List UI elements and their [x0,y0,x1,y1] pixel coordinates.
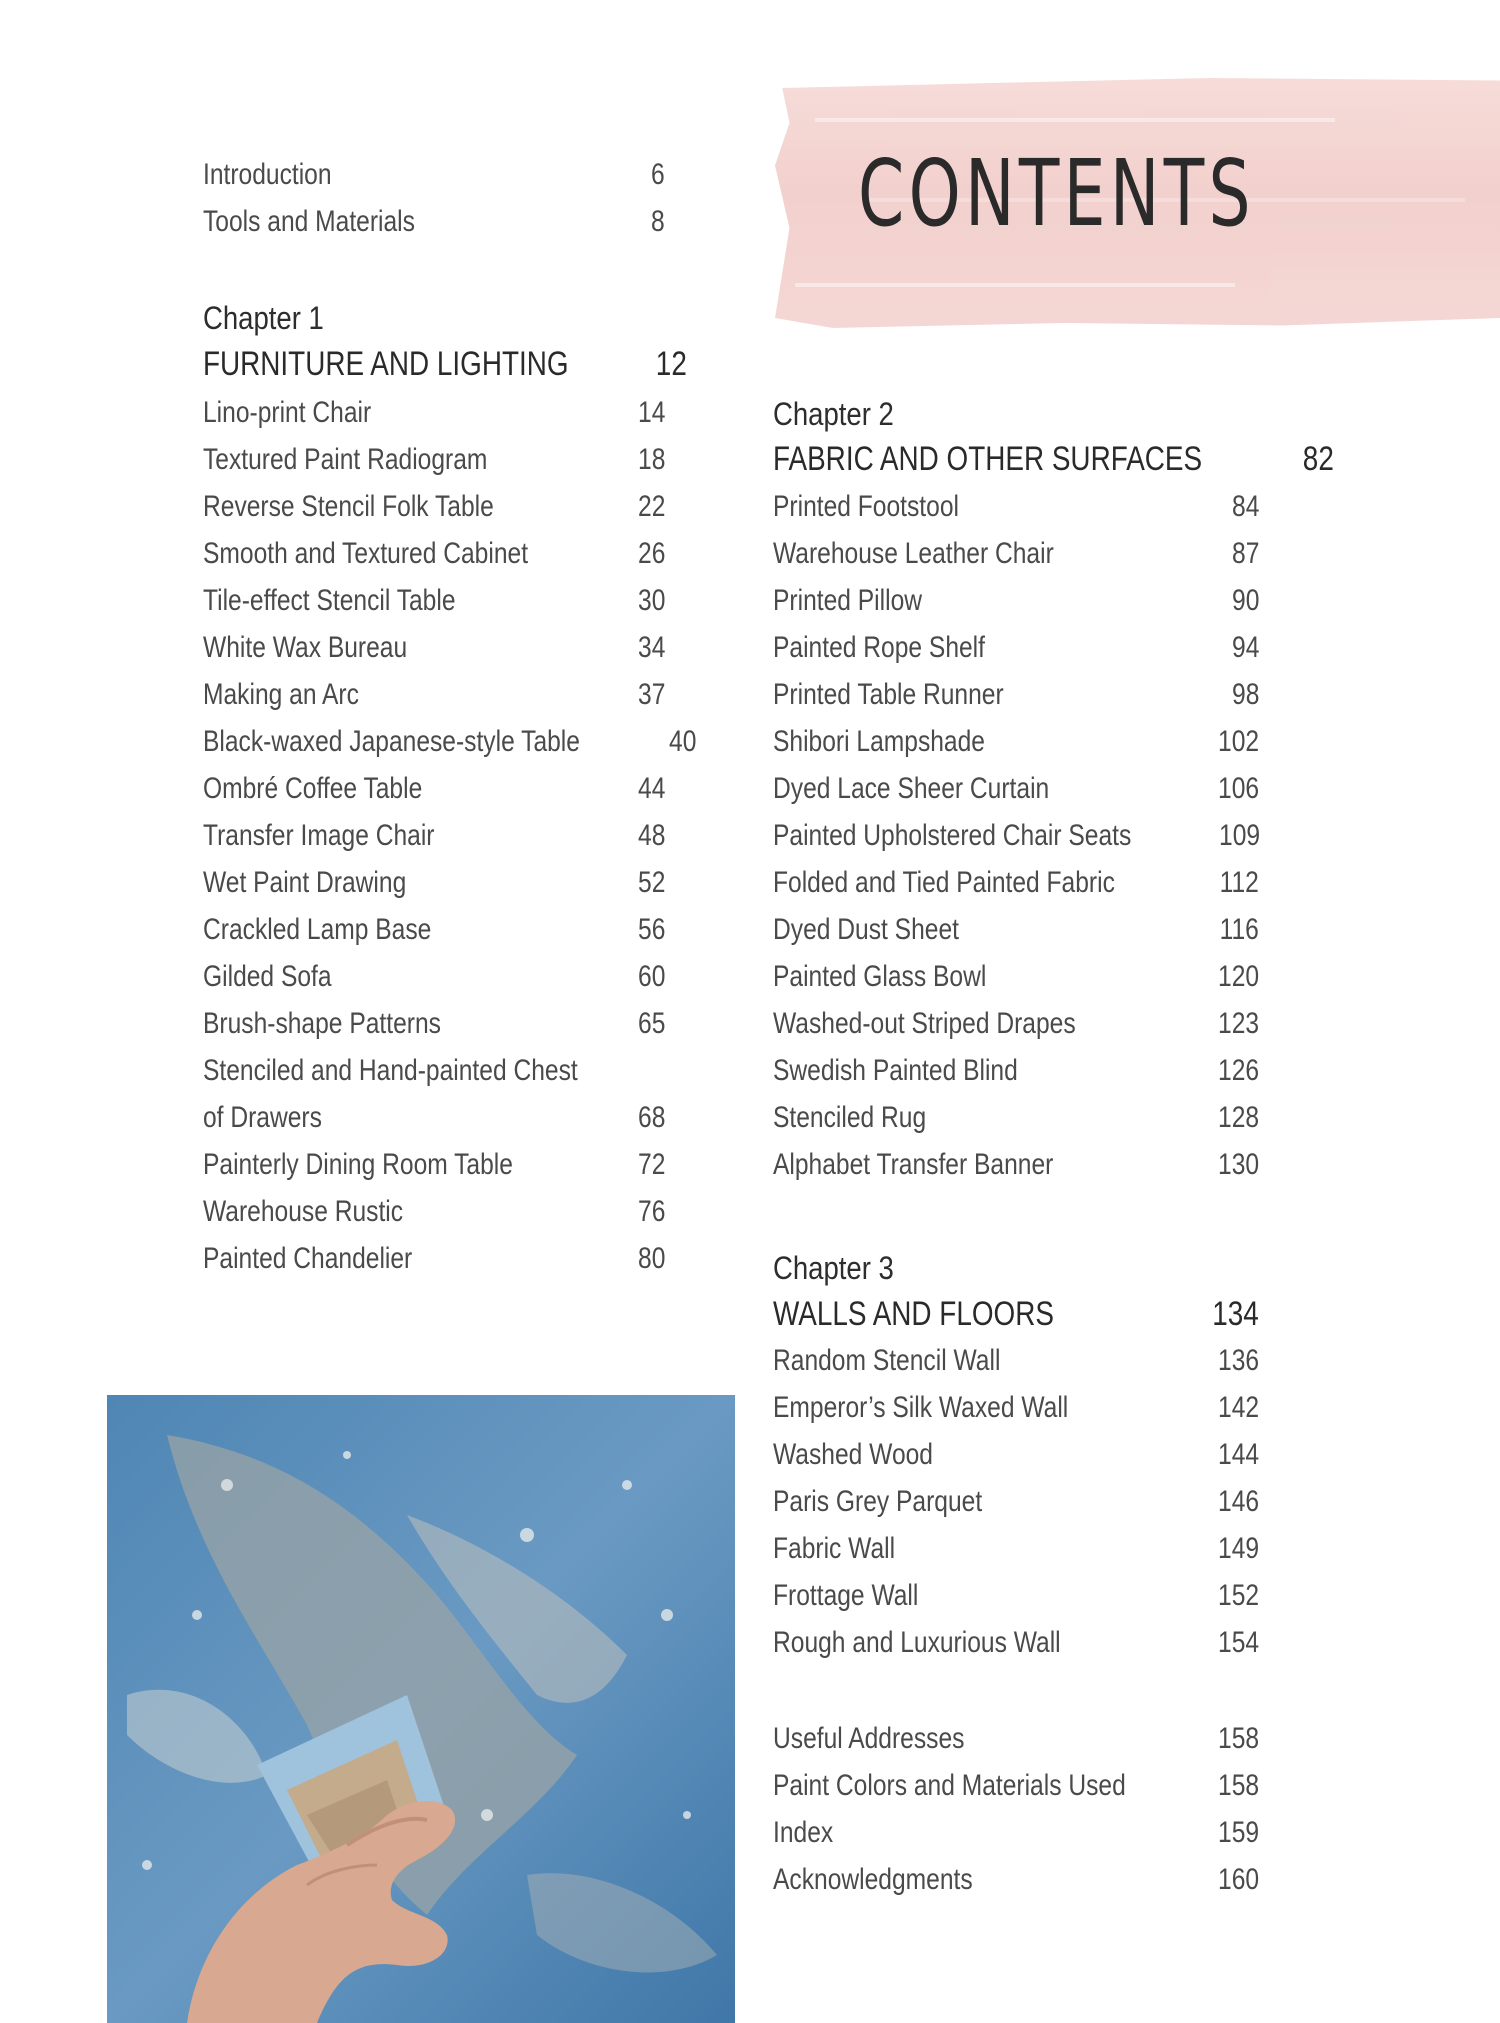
entry-title: Painted Chandelier [203,1242,413,1275]
entry-title: Reverse Stencil Folk Table [203,490,494,523]
entry-page: 34 [637,631,665,664]
entry-title: Useful Addresses [773,1722,965,1755]
entry-title: Acknowledgments [773,1863,973,1896]
toc-entry[interactable] [203,725,697,765]
toc-entry[interactable] [203,1195,665,1235]
toc-entry[interactable] [203,443,665,483]
entry-page: 18 [637,443,665,476]
toc-entry[interactable] [773,1054,1259,1094]
toc-entry[interactable] [773,490,1259,530]
entry-page: 109 [1218,819,1260,852]
toc-entry[interactable] [203,866,665,906]
chapter-2-heading[interactable] [773,440,1335,480]
toc-entry[interactable] [773,631,1259,671]
entry-page: 154 [1217,1626,1259,1659]
plaster-wall-photo [107,1395,735,2023]
toc-entry[interactable] [203,396,665,436]
entry-page: 158 [1217,1722,1259,1755]
entry-page: 84 [1231,490,1259,523]
entry-page: 106 [1217,772,1259,805]
chapter-1-heading[interactable] [203,345,687,385]
entry-title: Dyed Lace Sheer Curtain [773,772,1050,805]
entry-page: 76 [637,1195,665,1228]
chapter-page: 82 [1303,440,1335,478]
entry-title: Printed Footstool [773,490,959,523]
entry-title: Wet Paint Drawing [203,866,407,899]
entry-title: Ombré Coffee Table [203,772,423,805]
entry-page: 159 [1217,1816,1259,1849]
entry-page: 130 [1217,1148,1259,1181]
entry-page: 116 [1219,913,1259,946]
entry-title: Washed Wood [773,1438,933,1471]
entry-page: 56 [637,913,665,946]
entry-page: 87 [1231,537,1259,570]
toc-entry[interactable] [773,1769,1259,1809]
entry-page: 123 [1217,1007,1259,1040]
entry-page: 149 [1217,1532,1259,1565]
chapter-1-label: Chapter 1 [203,300,324,336]
page-title: CONTENTS [858,140,1255,247]
entry-title: Gilded Sofa [203,960,332,993]
entry-title: Frottage Wall [773,1579,919,1612]
toc-entry[interactable] [773,866,1259,906]
entry-title: Textured Paint Radiogram [203,443,488,476]
entry-title: Dyed Dust Sheet [773,913,959,946]
entry-title: Tile-effect Stencil Table [203,584,456,617]
toc-entry[interactable] [203,631,665,671]
toc-entry[interactable] [773,960,1259,1000]
toc-entry[interactable] [773,913,1259,953]
entry-page: 90 [1231,584,1259,617]
toc-entry[interactable] [203,913,665,953]
toc-entry[interactable] [203,1148,665,1188]
toc-entry[interactable] [203,205,665,245]
entry-page: 6 [651,158,665,191]
entry-title: Painted Rope Shelf [773,631,985,664]
entry-page: 160 [1217,1863,1259,1896]
toc-entry[interactable] [203,772,665,812]
entry-page: 144 [1217,1438,1259,1471]
chapter-title: FABRIC AND OTHER SURFACES [773,440,1203,478]
entry-title: Random Stencil Wall [773,1344,1001,1377]
entry-page: 146 [1217,1485,1259,1518]
entry-page: 26 [637,537,665,570]
entry-page: 98 [1231,678,1259,711]
entry-title: Printed Table Runner [773,678,1004,711]
toc-entry[interactable] [773,1816,1259,1856]
chapter-2-label: Chapter 2 [773,396,894,432]
entry-page: 44 [637,772,665,805]
entry-title: Painted Glass Bowl [773,960,987,993]
toc-entry[interactable] [203,1101,665,1141]
toc-entry[interactable] [773,537,1259,577]
entry-title: Introduction [203,158,332,191]
toc-entry[interactable] [773,819,1259,859]
toc-entry[interactable] [203,158,665,198]
entry-title: Painterly Dining Room Table [203,1148,513,1181]
entry-title: Paris Grey Parquet [773,1485,983,1518]
toc-entry[interactable] [203,678,665,718]
entry-title: Swedish Painted Blind [773,1054,1018,1087]
toc-entry[interactable] [203,960,665,1000]
toc-entry[interactable] [773,584,1259,624]
entry-page: 158 [1217,1769,1259,1802]
entry-page: 48 [637,819,665,852]
entry-title: Smooth and Textured Cabinet [203,537,529,570]
entry-page: 37 [637,678,665,711]
toc-entry[interactable] [773,1532,1259,1572]
toc-entry[interactable] [203,819,665,859]
entry-title: Paint Colors and Materials Used [773,1769,1126,1802]
entry-title: of Drawers [203,1101,322,1134]
entry-page: 52 [637,866,665,899]
chapter-3-label: Chapter 3 [773,1250,894,1286]
entry-page: 94 [1231,631,1259,664]
toc-entry[interactable] [773,772,1259,812]
entry-title: Emperor’s Silk Waxed Wall [773,1391,1069,1424]
entry-title: Stenciled and Hand-painted Chest [203,1054,578,1087]
toc-entry[interactable] [773,678,1259,718]
entry-page: 102 [1217,725,1259,758]
toc-entry[interactable] [203,1242,665,1282]
entry-title: Index [773,1816,834,1849]
entry-page: 40 [668,725,697,758]
entry-page: 22 [637,490,665,523]
entry-page: 142 [1217,1391,1259,1424]
entry-page: 152 [1217,1579,1259,1612]
entry-title: White Wax Bureau [203,631,408,664]
chapter-3-heading[interactable] [773,1295,1259,1335]
toc-entry[interactable] [773,725,1259,765]
toc-entry[interactable] [773,1391,1259,1431]
chapter-title: FURNITURE AND LIGHTING [203,345,569,383]
entry-title: Fabric Wall [773,1532,896,1565]
toc-entry[interactable] [203,490,665,530]
entry-page: 72 [637,1148,665,1181]
entry-title: Making an Arc [203,678,359,711]
toc-entry[interactable] [773,1438,1259,1478]
entry-title: Brush-shape Patterns [203,1007,441,1040]
toc-entry[interactable] [203,584,665,624]
entry-page: 68 [637,1101,665,1134]
toc-entry[interactable] [773,1626,1259,1666]
entry-page: 65 [637,1007,665,1040]
entry-title: Folded and Tied Painted Fabric [773,866,1115,899]
entry-page: 128 [1217,1101,1259,1134]
entry-page: 120 [1217,960,1259,993]
chapter-page: 12 [655,345,687,383]
entry-page: 112 [1219,866,1259,899]
entry-title: Stenciled Rug [773,1101,927,1134]
entry-page: 14 [637,396,665,429]
entry-title: Shibori Lampshade [773,725,985,758]
entry-title: Transfer Image Chair [203,819,435,852]
toc-entry[interactable] [773,1344,1259,1384]
toc-entry[interactable] [773,1148,1259,1188]
toc-entry[interactable] [773,1485,1259,1525]
entry-title: Black-waxed Japanese-style Table [203,725,580,758]
toc-entry[interactable] [773,1722,1259,1762]
entry-title: Warehouse Leather Chair [773,537,1054,570]
chapter-page: 134 [1212,1295,1259,1333]
toc-entry[interactable] [203,1007,665,1047]
entry-page: 60 [637,960,665,993]
toc-entry[interactable] [203,1054,665,1094]
entry-page: 80 [637,1242,665,1275]
entry-title: Crackled Lamp Base [203,913,432,946]
toc-entry[interactable] [203,537,665,577]
entry-title: Rough and Luxurious Wall [773,1626,1061,1659]
entry-title: Lino-print Chair [203,396,372,429]
entry-page: 30 [637,584,665,617]
entry-title: Alphabet Transfer Banner [773,1148,1054,1181]
entry-title: Washed-out Striped Drapes [773,1007,1076,1040]
toc-entry[interactable] [773,1579,1259,1619]
toc-entry[interactable] [773,1101,1259,1141]
entry-title: Painted Upholstered Chair Seats [773,819,1132,852]
toc-entry[interactable] [773,1007,1259,1047]
entry-page: 126 [1217,1054,1259,1087]
entry-title: Printed Pillow [773,584,923,617]
entry-title: Warehouse Rustic [203,1195,404,1228]
chapter-title: WALLS AND FLOORS [773,1295,1054,1333]
toc-entry[interactable] [773,1863,1259,1903]
entry-title: Tools and Materials [203,205,415,238]
entry-page: 136 [1217,1344,1259,1377]
entry-page: 8 [651,205,665,238]
